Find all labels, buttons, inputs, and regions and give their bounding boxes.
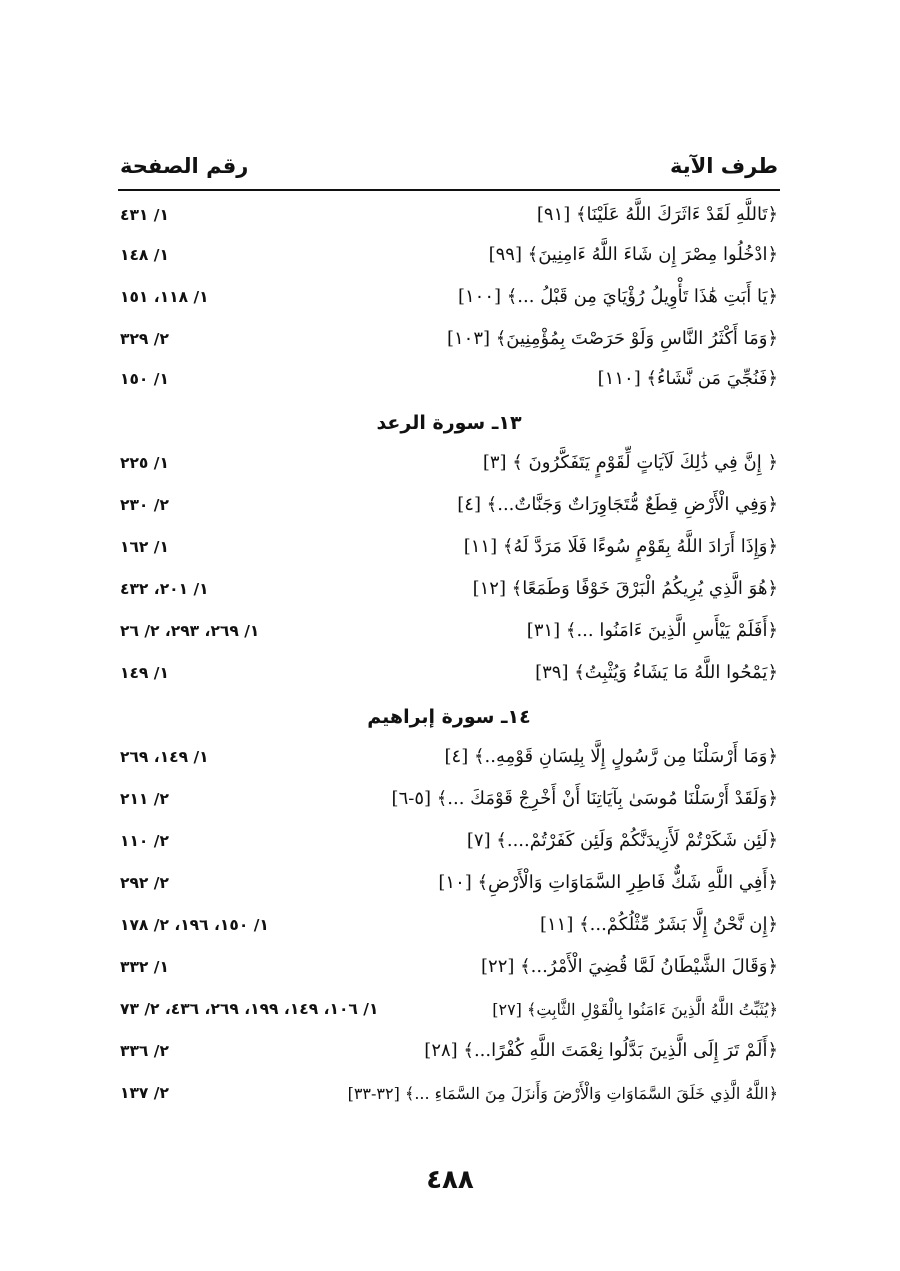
page-reference: ١/ ١٤٩، ٢٦٩ bbox=[120, 748, 209, 766]
page-reference: ٢/ ٢٣٠ bbox=[120, 496, 169, 514]
page-reference: ١/ ٤٣١ bbox=[120, 206, 169, 224]
list-item bbox=[118, 824, 780, 864]
list-item bbox=[118, 1076, 780, 1116]
page-reference: ١/ ١٦٢ bbox=[120, 538, 169, 556]
verse-text: ﴿أَلَمْ تَرَ إِلَى الَّذِينَ بَدَّلُوا نِعْمَتَ اللَّهِ كُفْرًا...﴾ [٢٨] bbox=[424, 1040, 778, 1061]
verse-text: ﴿تَاللَّهِ لَقَدْ ءَاثَرَكَ اللَّهُ عَلَيْنَا﴾ [٩١] bbox=[536, 204, 778, 225]
list-item bbox=[118, 530, 780, 570]
page-reference: ٢/ ٢١١ bbox=[120, 790, 169, 808]
list-item bbox=[118, 362, 780, 402]
table-header bbox=[118, 150, 780, 190]
list-item bbox=[118, 614, 780, 654]
verse-column-header: طرف الآية bbox=[669, 154, 778, 178]
verse-text: ﴿وَفِي الْأَرْضِ قِطَعٌ مُّتَجَاوِرَاتٌ وَجَنَّاتٌ...﴾ [٤] bbox=[457, 494, 778, 515]
list-item bbox=[118, 488, 780, 528]
verse-text: ﴿وَإِذَا أَرَادَ اللَّهُ بِقَوْمٍ سُوءًا فَلَا مَرَدَّ لَهُ﴾ [١١] bbox=[463, 536, 778, 557]
verse-text: ﴿وَلَقَدْ أَرْسَلْنَا مُوسَىٰ بِآيَاتِنَا أَنْ أَخْرِجْ قَوْمَكَ ...﴾ [٥-٦] bbox=[391, 788, 778, 809]
list-item bbox=[118, 950, 780, 990]
list-item bbox=[118, 908, 780, 948]
page-reference: ١/ ٢٦٩، ٢٩٣، ٢/ ٢٦ bbox=[120, 622, 260, 640]
list-item bbox=[118, 656, 780, 696]
list-item bbox=[118, 280, 780, 320]
page-reference: ١/ ١٥٠ bbox=[120, 370, 169, 388]
verse-text: ﴿وَقَالَ الشَّيْطَانُ لَمَّا قُضِيَ الْأَمْرُ...﴾ [٢٢] bbox=[481, 956, 778, 977]
page-reference: ١/ ١٤٨ bbox=[120, 246, 169, 264]
verse-text: ﴿لَئِن شَكَرْتُمْ لَأَزِيدَنَّكُمْ وَلَئِن كَفَرْتُمْ....﴾ [٧] bbox=[466, 830, 778, 851]
surah-heading: ١٣ـ سورة الرعد bbox=[376, 412, 522, 434]
page-reference: ١/ ١٤٩ bbox=[120, 664, 169, 682]
verse-text: ﴿يُثَبِّتُ اللَّهُ الَّذِينَ ءَامَنُوا بِالْقَوْلِ الثَّابِتِ﴾ [٢٧] bbox=[492, 1000, 778, 1019]
surah-heading: ١٤ـ سورة إبراهيم bbox=[367, 706, 531, 728]
list-item bbox=[118, 740, 780, 780]
page-reference: ١/ ٣٣٢ bbox=[120, 958, 169, 976]
page-reference: ١/ ٢٠١، ٤٣٢ bbox=[120, 580, 209, 598]
page-reference: ١/ ٢٢٥ bbox=[120, 454, 169, 472]
page-reference: ٢/ ١٣٧ bbox=[120, 1084, 169, 1102]
verse-text: ﴿إِن نَّحْنُ إِلَّا بَشَرٌ مِّثْلُكُمْ...﴾ [١١] bbox=[539, 914, 778, 935]
list-item bbox=[118, 782, 780, 822]
verse-text: ﴿ إِنَّ فِي ذَٰلِكَ لَآيَاتٍ لِّقَوْمٍ يَتَفَكَّرُونَ ﴾ [٣] bbox=[482, 452, 778, 473]
verse-text: ﴿أَفِي اللَّهِ شَكٌّ فَاطِرِ السَّمَاوَاتِ وَالْأَرْضِ﴾ [١٠] bbox=[438, 872, 778, 893]
verse-text: ﴿اللَّهُ الَّذِي خَلَقَ السَّمَاوَاتِ وَالْأَرْضَ وَأَنزَلَ مِنَ السَّمَاءِ ...﴾ [٣٢-٣٣] bbox=[347, 1084, 778, 1103]
verse-text: ﴿فَنُجِّيَ مَن نَّشَاءُ﴾ [١١٠] bbox=[597, 368, 778, 389]
page-reference: ٢/ ٣٢٩ bbox=[120, 330, 169, 348]
page-reference: ٢/ ٢٩٢ bbox=[120, 874, 169, 892]
list-item bbox=[118, 992, 780, 1032]
verse-text: ﴿يَمْحُوا اللَّهُ مَا يَشَاءُ وَيُثْبِتُ﴾ [٣٩] bbox=[535, 662, 778, 683]
list-item bbox=[118, 572, 780, 612]
page-reference: ١/ ١١٨، ١٥١ bbox=[120, 288, 209, 306]
list-item bbox=[118, 322, 780, 362]
verse-text: ﴿وَمَا أَكْثَرُ النَّاسِ وَلَوْ حَرَصْتَ بِمُؤْمِنِينَ﴾ [١٠٣] bbox=[446, 328, 778, 349]
page-reference: ١/ ١٠٦، ١٤٩، ١٩٩، ٢٦٩، ٤٣٦، ٢/ ٧٣ bbox=[120, 1000, 379, 1018]
list-item bbox=[118, 866, 780, 906]
page-number-column-header: رقم الصفحة bbox=[120, 154, 249, 178]
verse-text: ﴿هُوَ الَّذِي يُرِيكُمُ الْبَرْقَ خَوْفًا وَطَمَعًا﴾ [١٢] bbox=[472, 578, 778, 599]
verse-text: ﴿وَمَا أَرْسَلْنَا مِن رَّسُولٍ إِلَّا بِلِسَانِ قَوْمِهِ..﴾ [٤] bbox=[444, 746, 778, 767]
list-item bbox=[118, 238, 780, 278]
page-number: ٤٨٨ bbox=[426, 1165, 474, 1195]
list-item bbox=[118, 198, 780, 238]
page-reference: ٢/ ٣٣٦ bbox=[120, 1042, 169, 1060]
verse-text: ﴿أَفَلَمْ يَيْأَسِ الَّذِينَ ءَامَنُوا ...﴾ [٣١] bbox=[526, 620, 778, 641]
list-item bbox=[118, 446, 780, 486]
list-item bbox=[118, 1034, 780, 1074]
verse-text: ﴿ادْخُلُوا مِصْرَ إِن شَاءَ اللَّهُ ءَامِنِينَ﴾ [٩٩] bbox=[488, 244, 778, 265]
verse-text: ﴿يَا أَبَتِ هَٰذَا تَأْوِيلُ رُؤْيَايَ مِن قَبْلُ ...﴾ [١٠٠] bbox=[457, 286, 778, 307]
page-reference: ١/ ١٥٠، ١٩٦، ٢/ ١٧٨ bbox=[120, 916, 269, 934]
header-divider bbox=[118, 189, 780, 191]
page-reference: ٢/ ١١٠ bbox=[120, 832, 169, 850]
